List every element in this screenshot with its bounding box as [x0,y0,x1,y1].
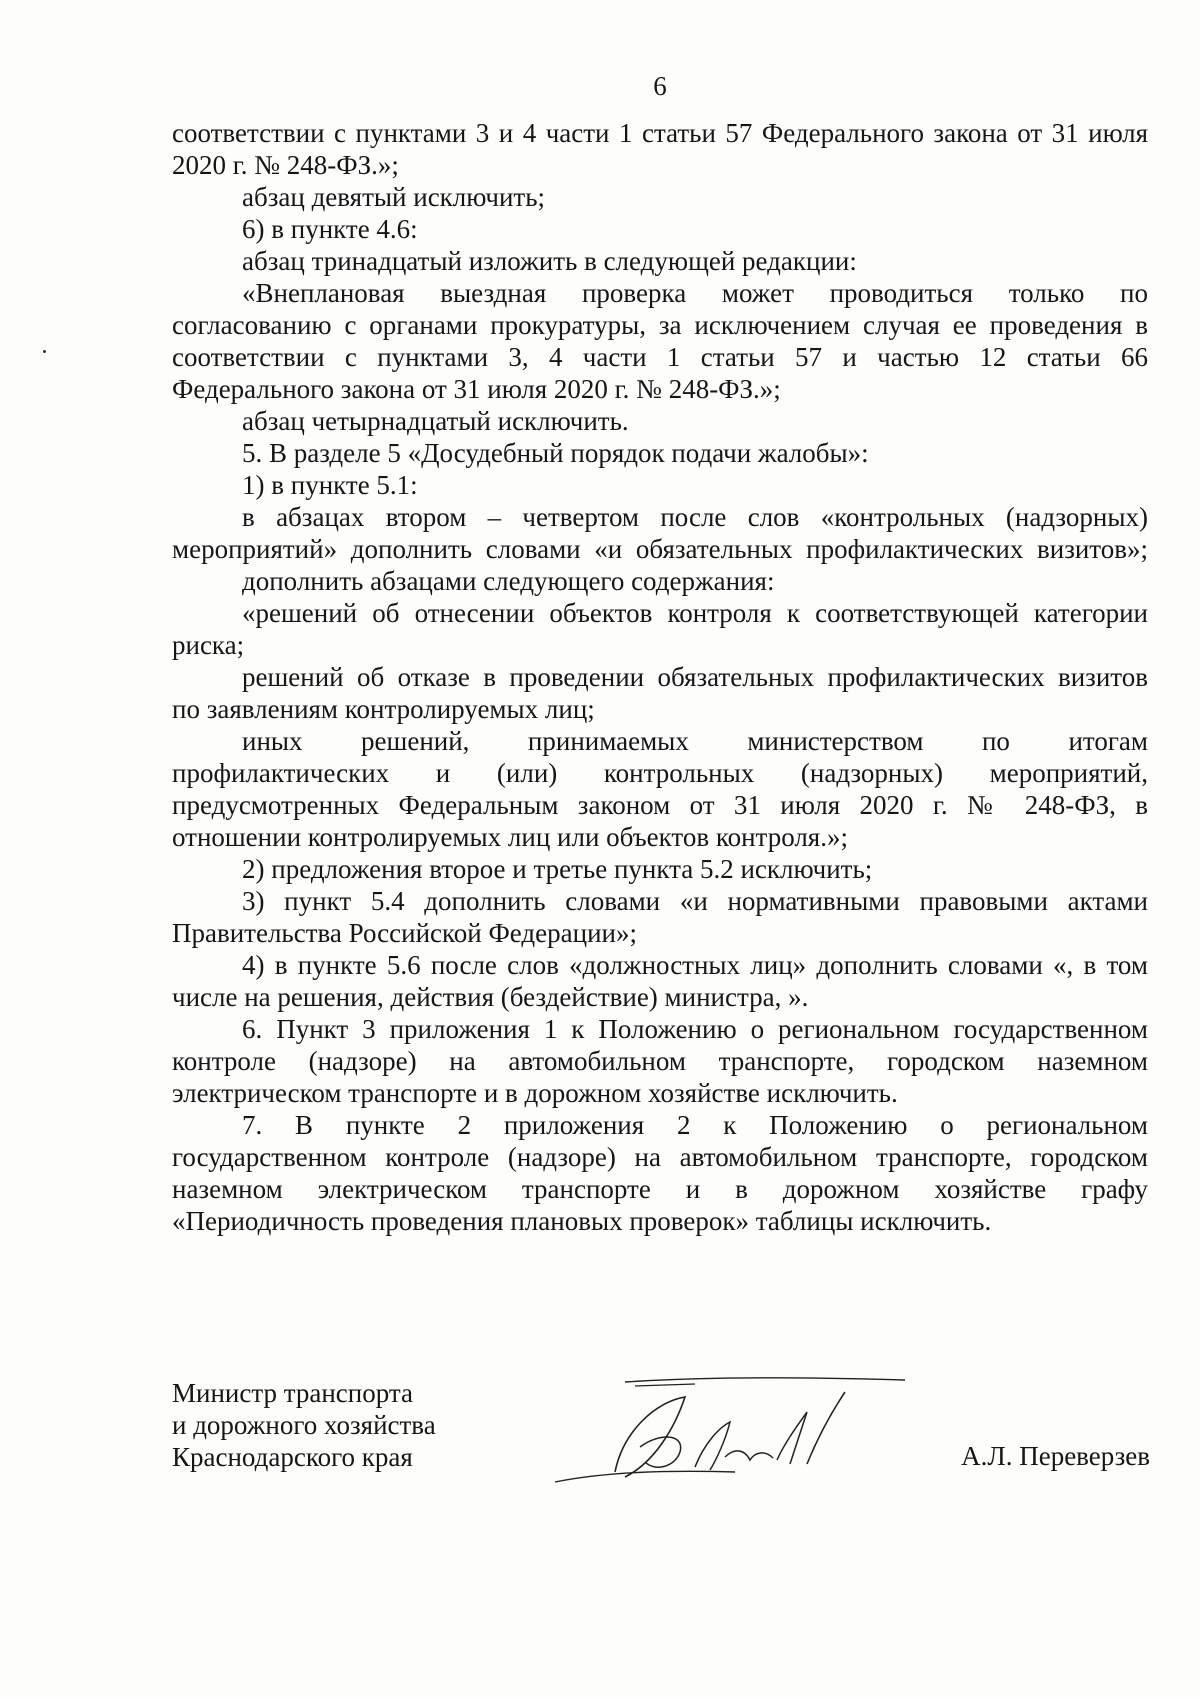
body-line: «решений об отнесении объектов контроля к соответствующей категории [242,598,1148,628]
signatory-title-line: Краснодарского края [172,1442,413,1472]
body-line: 5. В разделе 5 «Досудебный порядок подачи жалобы»: [242,438,869,468]
body-line: 3) пункт 5.4 дополнить словами «и нормативными правовыми актами [242,886,1148,916]
body-line: 2) предложения второе и третье пункта 5.2 исключить; [242,854,873,884]
body-line: абзац тринадцатый изложить в следующей редакции: [242,246,857,276]
body-line: риска; [172,630,245,660]
body-line: предусмотренных Федеральным законом от 31 июля 2020 г. № 248-ФЗ, в [172,790,1148,820]
signatory-title-line: и дорожного хозяйства [172,1410,436,1440]
body-line: абзац девятый исключить; [242,182,546,212]
body-line: отношении контролируемых лиц или объектов контроля.»; [172,822,848,852]
signatory-name: А.Л. Переверзев [961,1441,1150,1471]
body-line: дополнить абзацами следующего содержания: [242,566,775,596]
body-line: государственном контроле (надзоре) на автомобильном транспорте, городском [172,1142,1148,1172]
body-line: абзац четырнадцатый исключить. [242,406,629,436]
body-line: Правительства Российской Федерации»; [172,918,637,948]
body-line: 4) в пункте 5.6 после слов «должностных лиц» дополнить словами «, в том [242,950,1148,980]
body-line: профилактических и (или) контрольных (надзорных) мероприятий, [172,758,1148,788]
signatory-title-line: Министр транспорта [172,1378,413,1408]
body-line: электрическом транспорте и в дорожном хозяйстве исключить. [172,1078,898,1108]
body-line: «Внеплановая выездная проверка может проводиться только по [242,278,1148,308]
body-line: 7. В пункте 2 приложения 2 к Положению о региональном [242,1110,1148,1140]
body-line: решений об отказе в проведении обязательных профилактических визитов [242,662,1148,692]
body-line: 2020 г. № 248-ФЗ.»; [172,150,399,180]
body-line: наземном электрическом транспорте и в дорожном хозяйстве графу [172,1174,1148,1204]
body-line: числе на решения, действия (бездействие) министра, ». [172,982,809,1012]
body-line: «Периодичность проведения плановых проверок» таблицы исключить. [172,1206,992,1236]
body-line: по заявлениям контролируемых лиц; [172,694,595,724]
signatory-title [172,1377,436,1473]
body-line: иных решений, принимаемых министерством по итогам [242,726,1148,756]
body-line: 6) в пункте 4.6: [242,214,418,244]
scan-speck [43,350,46,353]
body-line: соответствии с пунктами 3, 4 части 1 статьи 57 и частью 12 статьи 66 [172,342,1148,372]
handwritten-signature [545,1372,925,1497]
body-line: контроле (надзоре) на автомобильном транспорте, городском наземном [172,1046,1148,1076]
body-line: в абзацах втором – четвертом после слов «контрольных (надзорных) [242,502,1148,532]
body-line: 1) в пункте 5.1: [242,470,418,500]
body-line: согласованию с органами прокуратуры, за исключением случая ее проведения в [172,310,1148,340]
page-number: 6 [653,71,667,101]
body-line: 6. Пункт 3 приложения 1 к Положению о региональном государственном [242,1014,1148,1044]
body-line: соответствии с пунктами 3 и 4 части 1 статьи 57 Федерального закона от 31 июля [172,118,1148,148]
body-line: мероприятий» дополнить словами «и обязательных профилактических визитов»; [172,534,1148,564]
body-line: Федерального закона от 31 июля 2020 г. № 248-ФЗ.»; [172,374,781,404]
